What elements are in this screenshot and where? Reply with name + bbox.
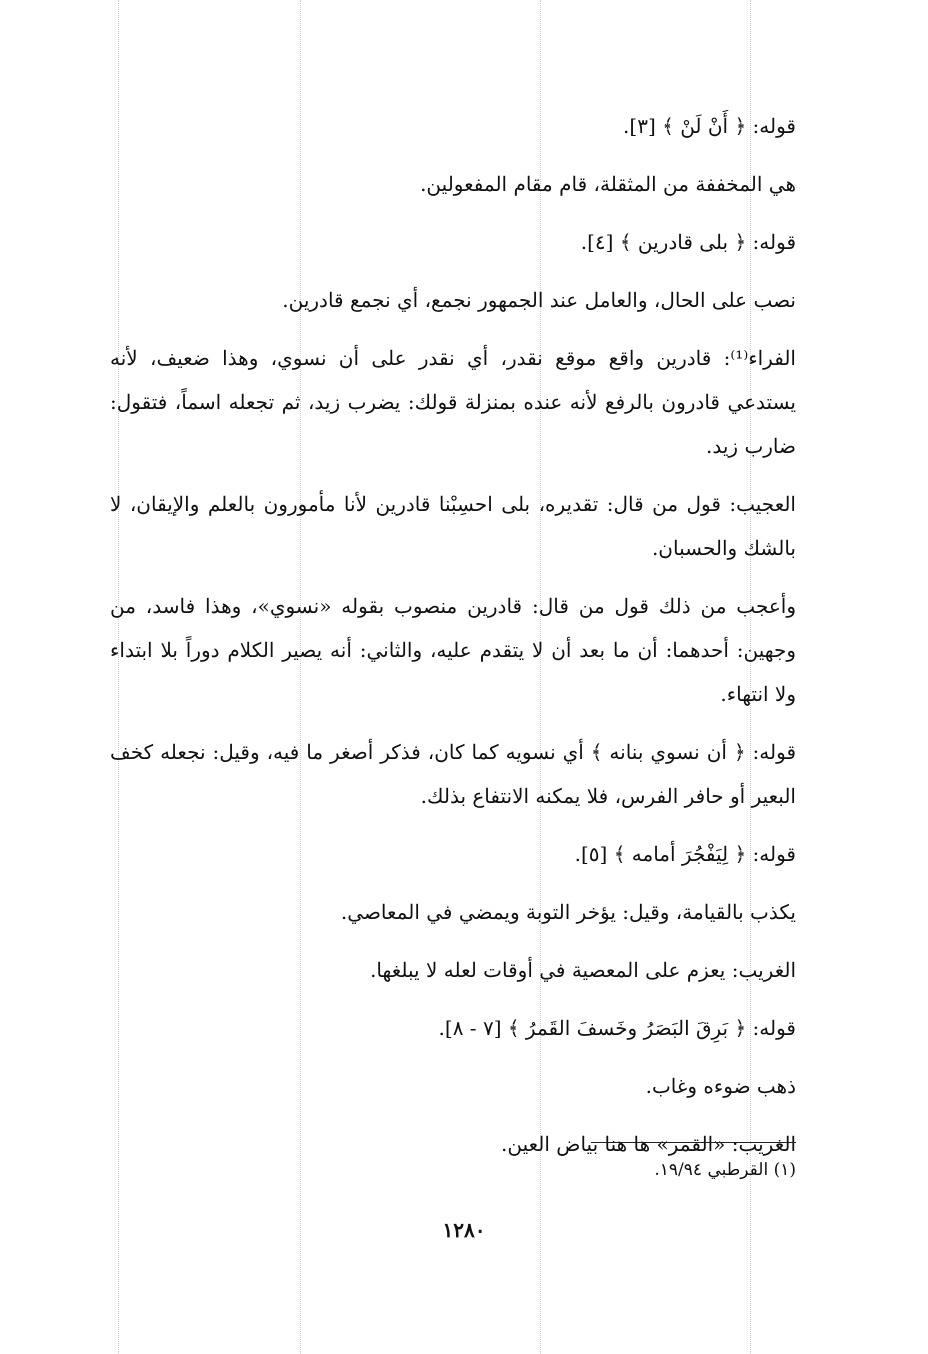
paragraph: قوله: ﴿ لِيَفْجُرَ أمامه ﴾ [٥]. <box>574 842 796 866</box>
paragraph: قوله: ﴿ بَرِقَ البَصَرُ وخَسفَ القَمرُ ﴾ [٧ - ٨]. <box>438 1016 796 1040</box>
paragraph: قوله: ﴿ أن نسوي بنانه ﴾ أي نسويه كما كان، فذكر أصغر ما فيه، وقيل: نجعله كخف البعير أو حافر الفرس، فلا يمكنه الانتفاع بذلك. <box>110 740 796 808</box>
footnote-separator <box>591 1142 796 1143</box>
paragraph: الفراء⁽¹⁾: قادرين واقع موقع نقدر، أي نقدر على أن نسوي، وهذا ضعيف، لأنه يستدعي قادرون بالرفع لأنه عنده بمنزلة قولك: يضرب زيد، ثم تجعله اسماً، فتقول: ضارب زيد. <box>110 346 796 458</box>
paragraph: يكذب بالقيامة، وقيل: يؤخر التوبة ويمضي في المعاصي. <box>340 900 796 924</box>
paragraph: نصب على الحال، والعامل عند الجمهور نجمع، أي نجمع قادرين. <box>282 288 796 312</box>
paragraph: وأعجب من ذلك قول من قال: قادرين منصوب بقوله «نسوي»، وهذا فاسد، من وجهين: أحدهما: أن ما بعد أن لا يتقدم عليه، والثاني: أنه يصير الكلام دوراً بلا ابتداء ولا انتهاء. <box>110 594 796 706</box>
footnote: (١) القرطبي ١٩/٩٤. <box>654 1160 796 1180</box>
paragraph: الغريب: «القمر» ها هنا بياض العين. <box>500 1132 796 1156</box>
paragraph: الغريب: يعزم على المعصية في أوقات لعله لا يبلغها. <box>370 958 796 982</box>
paragraph: العجيب: قول من قال: تقديره، بلى احسِبْنا قادرين لأنا مأمورون بالعلم والإيقان، لا بالشك والحسبان. <box>110 492 796 560</box>
main-text <box>110 104 796 1180</box>
paragraph: قوله: ﴿ بلى قادرين ﴾ [٤]. <box>580 230 796 254</box>
paragraph: ذهب ضوءه وغاب. <box>645 1074 796 1098</box>
paragraph: هي المخففة من المثقلة، قام مقام المفعولين. <box>420 172 796 196</box>
paragraph: قوله: ﴿ أَنْ لَنْ ﴾ [٣]. <box>623 114 796 138</box>
page-number: ١٢٨٠ <box>442 1218 486 1242</box>
